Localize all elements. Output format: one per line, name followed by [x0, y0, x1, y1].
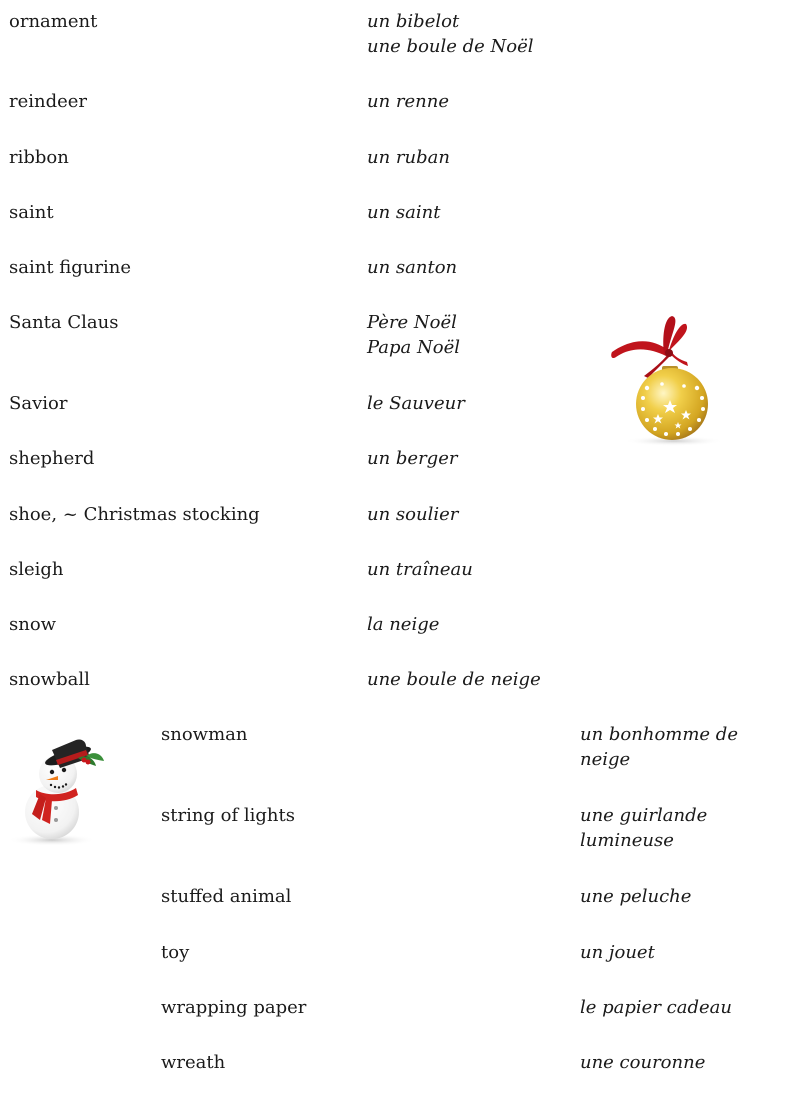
term-en: snow [9, 614, 57, 635]
term-fr-line: un saint [367, 202, 441, 223]
term-fr-line: un bibelot [367, 11, 460, 32]
term-en: saint figurine [9, 257, 132, 278]
term-fr [367, 255, 457, 280]
term-fr-line: un jouet [580, 942, 655, 963]
term-fr-line: un ruban [367, 147, 450, 168]
term-en: wreath [161, 1052, 226, 1073]
term-en: Savior [9, 393, 68, 414]
term-fr [580, 722, 738, 772]
term-fr [367, 557, 473, 582]
term-fr-line: neige [580, 749, 631, 770]
term-en: wrapping paper [161, 997, 307, 1018]
snowman-icon [6, 728, 110, 850]
term-en: saint [9, 202, 54, 223]
term-fr [367, 391, 465, 416]
term-en: shoe, ~ Christmas stocking [9, 504, 260, 525]
term-fr-line: le Sauveur [367, 393, 465, 414]
term-fr-line: un soulier [367, 504, 459, 525]
term-fr [367, 9, 534, 59]
term-fr-line: une boule de neige [367, 669, 541, 690]
term-en: stuffed animal [161, 886, 292, 907]
term-en: shepherd [9, 448, 95, 469]
term-en: reindeer [9, 91, 88, 112]
term-en: snowman [161, 724, 248, 745]
term-en: ribbon [9, 147, 69, 168]
term-fr-line: une boule de Noël [367, 36, 534, 57]
term-fr [580, 940, 655, 965]
term-fr [367, 612, 439, 637]
term-fr [367, 667, 541, 692]
term-fr-line: un berger [367, 448, 458, 469]
term-fr-line: un santon [367, 257, 458, 278]
term-fr-line: un traîneau [367, 559, 473, 580]
term-fr [580, 884, 691, 909]
term-fr [367, 89, 449, 114]
term-fr-line: un renne [367, 91, 450, 112]
term-fr-line: Père Noël [367, 312, 457, 333]
term-fr [367, 200, 440, 225]
term-fr [580, 1050, 705, 1075]
term-fr-line: Papa Noël [367, 337, 461, 358]
term-fr [580, 803, 707, 853]
term-fr-line: la neige [367, 614, 440, 635]
term-en: ornament [9, 11, 98, 32]
term-fr-line: un bonhomme de [580, 724, 738, 745]
term-en: snowball [9, 669, 90, 690]
term-fr [367, 145, 450, 170]
term-en: string of lights [161, 805, 295, 826]
term-fr [367, 310, 460, 360]
term-en: sleigh [9, 559, 64, 580]
term-fr [580, 995, 732, 1020]
term-en: toy [161, 942, 190, 963]
term-fr [367, 446, 457, 471]
term-fr [367, 502, 458, 527]
term-fr-line: le papier cadeau [580, 997, 732, 1018]
christmas-ornament-icon [602, 310, 726, 450]
term-fr-line: une peluche [580, 886, 692, 907]
term-fr-line: une guirlande [580, 805, 708, 826]
term-fr-line: une couronne [580, 1052, 706, 1073]
term-fr-line: lumineuse [580, 830, 674, 851]
term-en: Santa Claus [9, 312, 119, 333]
